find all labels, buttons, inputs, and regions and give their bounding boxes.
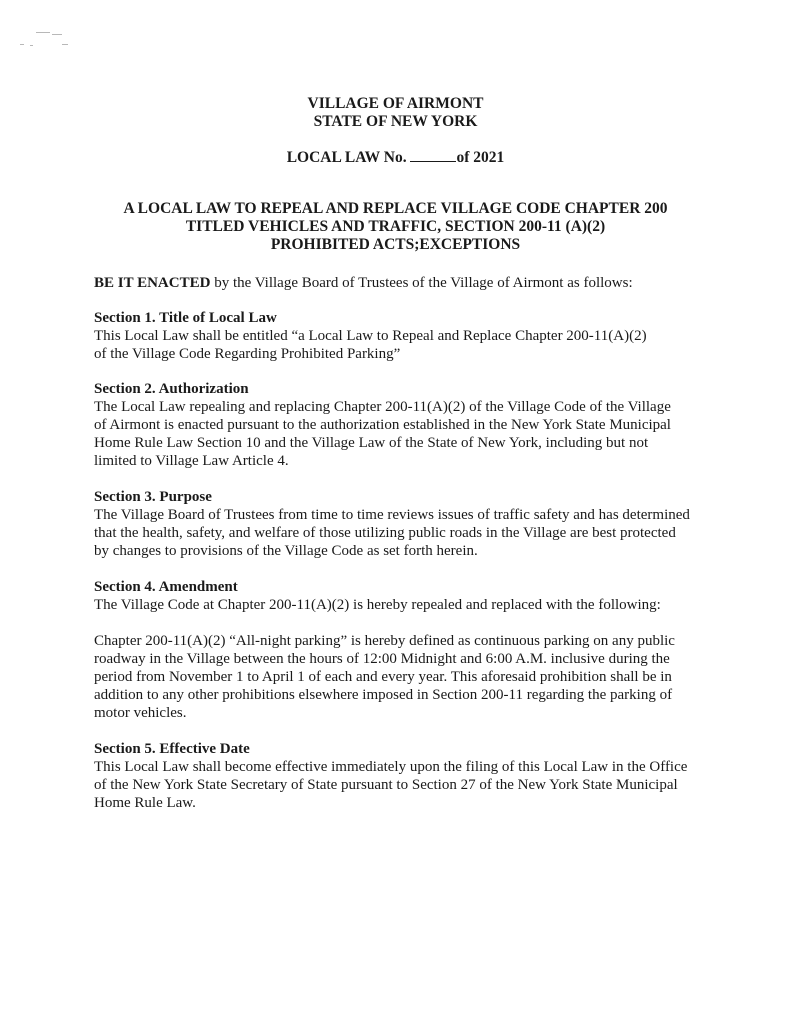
amendment-line-3: period from November 1 to April 1 of each and every year. This aforesaid prohibition shall be in xyxy=(94,669,672,685)
section-5-title: Section 5. Effective Date xyxy=(94,741,250,757)
amendment-line-4: addition to any other prohibitions elsewhere imposed in Section 200-11 regarding the parking of xyxy=(94,687,673,703)
law-title-line-1: A LOCAL LAW TO REPEAL AND REPLACE VILLAGE CODE CHAPTER 200 xyxy=(123,200,668,217)
section-5 xyxy=(94,740,704,812)
section-3-line-2: that the health, safety, and welfare of those utilizing public roads in the Village are best protected xyxy=(94,525,676,541)
section-4-line-1: The Village Code at Chapter 200-11(A)(2) is hereby repealed and replaced with the following: xyxy=(94,597,661,613)
local-law-number xyxy=(0,148,791,167)
section-1-line-2: of the Village Code Regarding Prohibited Parking” xyxy=(94,346,401,362)
section-2-line-2: of Airmont is enacted pursuant to the authorization established in the New York State Municipal xyxy=(94,417,671,433)
section-2-line-3: Home Rule Law Section 10 and the Village Law of the State of New York, including but not xyxy=(94,435,649,451)
enacting-bold: BE IT ENACTED xyxy=(94,275,211,291)
section-3-line-1: The Village Board of Trustees from time to time reviews issues of traffic safety and has determined xyxy=(94,507,690,523)
section-2-line-4: limited to Village Law Article 4. xyxy=(94,453,289,469)
village-heading: VILLAGE OF AIRMONT xyxy=(307,95,484,112)
section-2-line-1: The Local Law repealing and replacing Chapter 200-11(A)(2) of the Village Code of the Village xyxy=(94,399,671,415)
enacting-rest: by the Village Board of Trustees of the Village of Airmont as follows: xyxy=(210,275,633,291)
section-5-line-1: This Local Law shall become effective immediately upon the filing of this Local Law in the Office xyxy=(94,759,688,775)
state-heading: STATE OF NEW YORK xyxy=(313,113,478,130)
law-prefix: LOCAL LAW No. xyxy=(286,149,407,166)
amendment-line-5: motor vehicles. xyxy=(94,705,187,721)
amendment-line-1: Chapter 200-11(A)(2) “All-night parking” is hereby defined as continuous parking on any public xyxy=(94,633,675,649)
section-3-title: Section 3. Purpose xyxy=(94,489,212,505)
law-suffix: of 2021 xyxy=(456,149,505,166)
amendment-line-2: roadway in the Village between the hours of 12:00 Midnight and 6:00 A.M. inclusive during the xyxy=(94,651,670,667)
section-3 xyxy=(94,488,704,560)
section-2-title: Section 2. Authorization xyxy=(94,381,249,397)
law-title-line-2: TITLED VEHICLES AND TRAFFIC, SECTION 200-11 (A)(2) xyxy=(185,218,606,235)
section-4-amendment-text xyxy=(94,632,704,722)
section-2 xyxy=(94,380,704,470)
scan-artifact xyxy=(18,30,78,48)
section-1-title: Section 1. Title of Local Law xyxy=(94,310,277,326)
enacting-clause xyxy=(94,274,704,292)
section-5-line-3: Home Rule Law. xyxy=(94,795,196,811)
law-number-blank xyxy=(410,148,456,162)
section-4 xyxy=(94,578,704,614)
section-3-line-3: by changes to provisions of the Village Code as set forth herein. xyxy=(94,543,478,559)
section-1 xyxy=(94,309,704,363)
section-1-line-1: This Local Law shall be entitled “a Local Law to Repeal and Replace Chapter 200-11(A)(2) xyxy=(94,328,647,344)
law-title-line-3: PROHIBITED ACTS;EXCEPTIONS xyxy=(270,236,521,253)
section-4-title: Section 4. Amendment xyxy=(94,579,238,595)
section-5-line-2: of the New York State Secretary of State pursuant to Section 27 of the New York State Municipal xyxy=(94,777,678,793)
